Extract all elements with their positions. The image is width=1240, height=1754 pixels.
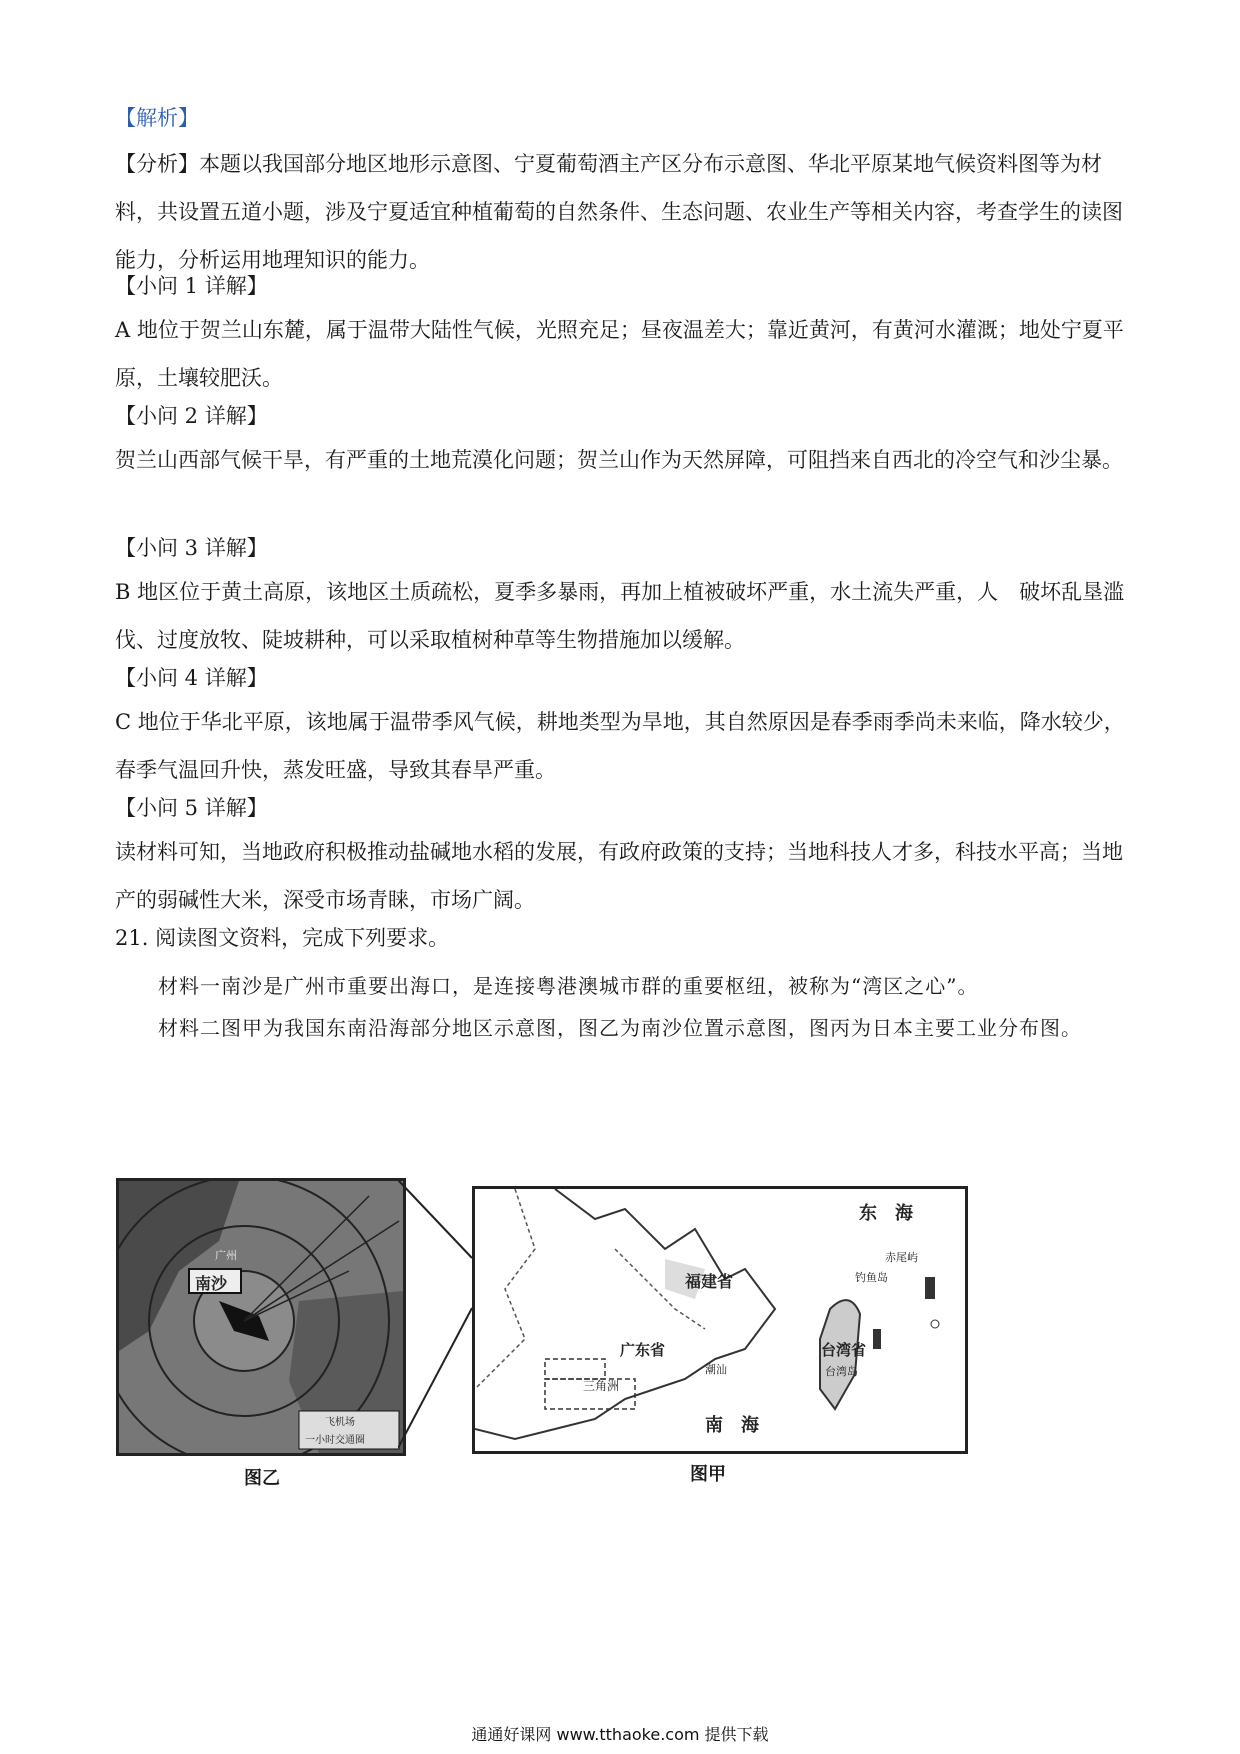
taiwan-island-label: 台湾岛 <box>825 1365 858 1378</box>
nanhai-label: 南 海 <box>705 1415 759 1436</box>
q5-heading: 【小问 5 详解】 <box>115 796 268 820</box>
connector-lines <box>398 1178 478 1450</box>
fujian-label: 福建省 <box>685 1272 734 1291</box>
q5-answer: 读材料可知，当地政府积极推动盐碱地水稻的发展，有政府政策的支持；当地科技人才多，科技水平高；当地产的弱碱性大米，深受市场青睐，市场广阔。 <box>115 840 1123 912</box>
q4-heading: 【小问 4 详解】 <box>115 666 268 690</box>
page-footer: 通通好课网 www.tthaoke.com 提供下载 <box>471 1725 769 1744</box>
q3-answer: B 地区位于黄土高原，该地区土质疏松，夏季多暴雨，再加上植被破坏严重，水土流失严重，人 破坏乱垦滥伐、过度放牧、陡坡耕种，可以采取植树种草等生物措施加以缓解。 <box>115 580 1125 652</box>
figure-jia-caption: 图甲 <box>690 1464 726 1485</box>
figure-yi-graphic <box>119 1181 403 1453</box>
figure-yi-map <box>116 1178 406 1456</box>
legend-airport: 飞机场 <box>325 1417 355 1428</box>
figure-jia-map <box>472 1186 968 1454</box>
taiwan-province-label: 台湾省 <box>821 1341 867 1359</box>
q1-answer: A 地位于贺兰山东麓，属于温带大陆性气候，光照充足；昼夜温差大；靠近黄河，有黄河水灌溉；地处宁夏平原，土壤较肥沃。 <box>115 318 1124 390</box>
donghai-label: 东 海 <box>859 1203 913 1224</box>
shantou-label: 潮汕 <box>705 1363 727 1376</box>
diaoyu-label: 钓鱼岛 <box>855 1271 888 1284</box>
chiwei-label: 赤尾屿 <box>885 1251 918 1264</box>
guangdong-label: 广东省 <box>620 1341 666 1359</box>
figure-yi-caption: 图乙 <box>244 1468 280 1489</box>
q1-heading: 【小问 1 详解】 <box>115 274 268 298</box>
analysis-paragraph: 【分析】本题以我国部分地区地形示意图、宁夏葡萄酒主产区分布示意图、华北平原某地气候资料图等为材料，共设置五道小题，涉及宁夏适宜种植葡萄的自然条件、生态问题、农业生产等相关内容，考查学生的读图能力，分析运用地理知识的能力。 <box>115 152 1123 272</box>
material-two: 材料二图甲为我国东南沿海部分地区示意图，图乙为南沙位置示意图，图丙为日本主要工业分布图。 <box>158 1016 1082 1040</box>
q3-heading: 【小问 3 详解】 <box>115 536 268 560</box>
analysis-heading: 【解析】 <box>115 106 199 130</box>
nansha-label: 南沙 <box>195 1274 228 1293</box>
question-21: 21. 阅读图文资料，完成下列要求。 <box>115 926 450 950</box>
q4-answer: C 地位于华北平原，该地属于温带季风气候，耕地类型为旱地，其自然原因是春季雨季尚未来临，降水较少，春季气温回升快，蒸发旺盛，导致其春旱严重。 <box>115 710 1125 782</box>
q2-heading: 【小问 2 详解】 <box>115 404 268 428</box>
legend-traffic-circle: 一小时交通圈 <box>305 1435 365 1446</box>
material-one: 材料一南沙是广州市重要出海口，是连接粤港澳城市群的重要枢纽，被称为“湾区之心”。 <box>158 974 979 998</box>
delta-label: 三角洲 <box>583 1379 620 1393</box>
guangzhou-label: 广州 <box>215 1249 237 1262</box>
q2-answer: 贺兰山西部气候干旱，有严重的土地荒漠化问题；贺兰山作为天然屏障，可阻挡来自西北的冷空气和沙尘暴。 <box>115 448 1123 472</box>
